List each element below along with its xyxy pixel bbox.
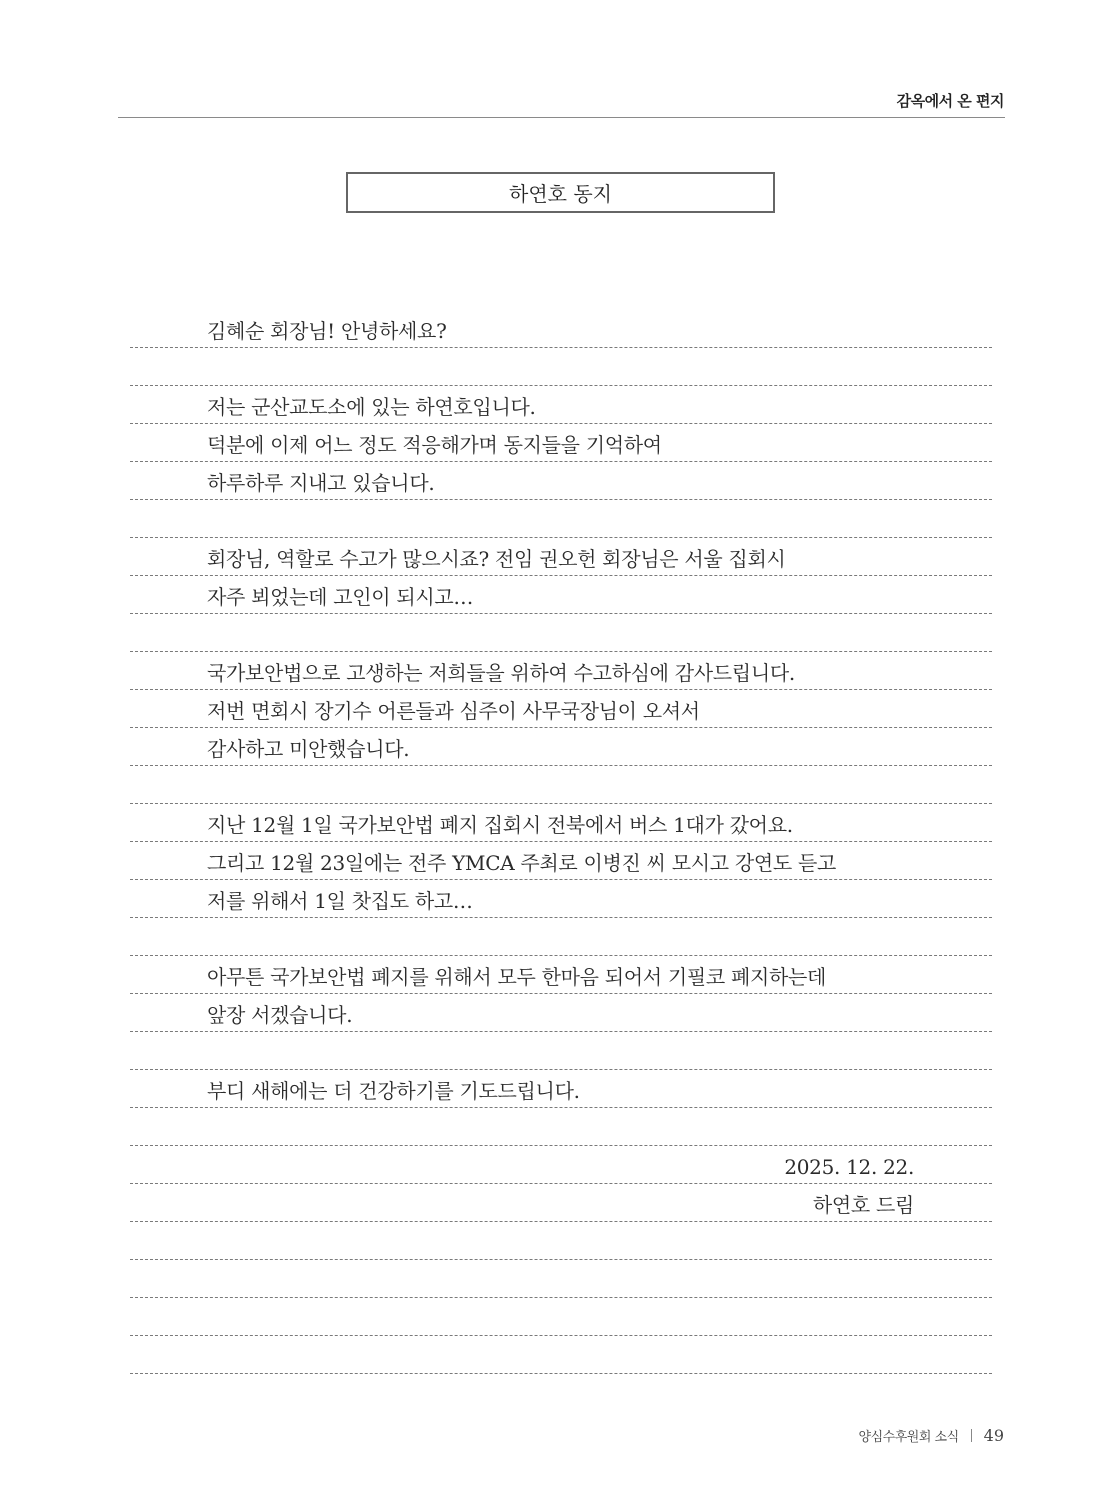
letter-line-text: 감사하고 미안했습니다. — [207, 737, 410, 761]
page-footer — [859, 1426, 1004, 1445]
author-name-box — [346, 172, 775, 213]
letter-line-text: 아무튼 국가보안법 폐지를 위해서 모두 한마음 되어서 기필코 폐지하는데 — [207, 965, 827, 989]
letter-line — [130, 1222, 992, 1260]
letter-line — [130, 386, 992, 424]
letter-line — [130, 614, 992, 652]
letter-line — [130, 804, 992, 842]
letter-line — [130, 690, 992, 728]
letter-line — [130, 880, 992, 918]
footer-separator — [971, 1429, 972, 1442]
letter-line — [130, 652, 992, 690]
letter-line — [130, 1298, 992, 1336]
letter-line-text: 앞장 서겠습니다. — [207, 1003, 353, 1027]
letter-line — [130, 918, 992, 956]
letter-line-text: 그리고 12월 23일에는 전주 YMCA 주최로 이병진 씨 모시고 강연도 듣고 — [207, 851, 836, 875]
letter-line-text: 저번 면회시 장기수 어른들과 심주이 사무국장님이 오셔서 — [207, 699, 700, 723]
letter-line — [130, 1146, 992, 1184]
letter-line-text: 회장님, 역할로 수고가 많으시죠? 전임 권오헌 회장님은 서울 집회시 — [207, 547, 786, 571]
letter-line-text: 저는 군산교도소에 있는 하연호입니다. — [207, 395, 536, 419]
letter-line-text: 국가보안법으로 고생하는 저희들을 위하여 수고하심에 감사드립니다. — [207, 661, 795, 685]
letter-line — [130, 1032, 992, 1070]
letter-body — [130, 310, 992, 1374]
letter-line — [130, 538, 992, 576]
letter-line-text: 하루하루 지내고 있습니다. — [207, 471, 435, 495]
publication-name: 양심수후원회 소식 — [858, 1430, 959, 1445]
letter-line — [130, 994, 992, 1032]
letter-line — [130, 576, 992, 614]
letter-line — [130, 1260, 992, 1298]
section-title: 감옥에서 온 편지 — [896, 92, 1004, 110]
letter-line — [130, 766, 992, 804]
author-name: 하연호 동지 — [509, 182, 612, 206]
letter-line — [130, 1184, 992, 1222]
letter-line — [130, 956, 992, 994]
letter-line-text: 김혜순 회장님! 안녕하세요? — [207, 319, 447, 343]
letter-line-text: 지난 12월 1일 국가보안법 폐지 집회시 전북에서 버스 1대가 갔어요. — [207, 813, 793, 837]
letter-line — [130, 1070, 992, 1108]
letter-line-text: 저를 위해서 1일 찻집도 하고… — [207, 889, 473, 913]
header-divider — [118, 117, 1005, 118]
letter-line-text: 부디 새해에는 더 건강하기를 기도드립니다. — [207, 1079, 580, 1103]
letter-line — [130, 842, 992, 880]
letter-line-text: 자주 뵈었는데 고인이 되시고… — [207, 585, 474, 609]
letter-line — [130, 310, 992, 348]
letter-line — [130, 1336, 992, 1374]
letter-line — [130, 1108, 992, 1146]
letter-line — [130, 424, 992, 462]
letter-line — [130, 348, 992, 386]
page-number: 49 — [983, 1426, 1004, 1445]
letter-line — [130, 462, 992, 500]
letter-line — [130, 500, 992, 538]
letter-line-text: 하연호 드림 — [812, 1193, 914, 1217]
letter-line-text: 2025. 12. 22. — [784, 1155, 914, 1179]
letter-line — [130, 728, 992, 766]
letter-line-text: 덕분에 이제 어느 정도 적응해가며 동지들을 기억하여 — [207, 433, 662, 457]
